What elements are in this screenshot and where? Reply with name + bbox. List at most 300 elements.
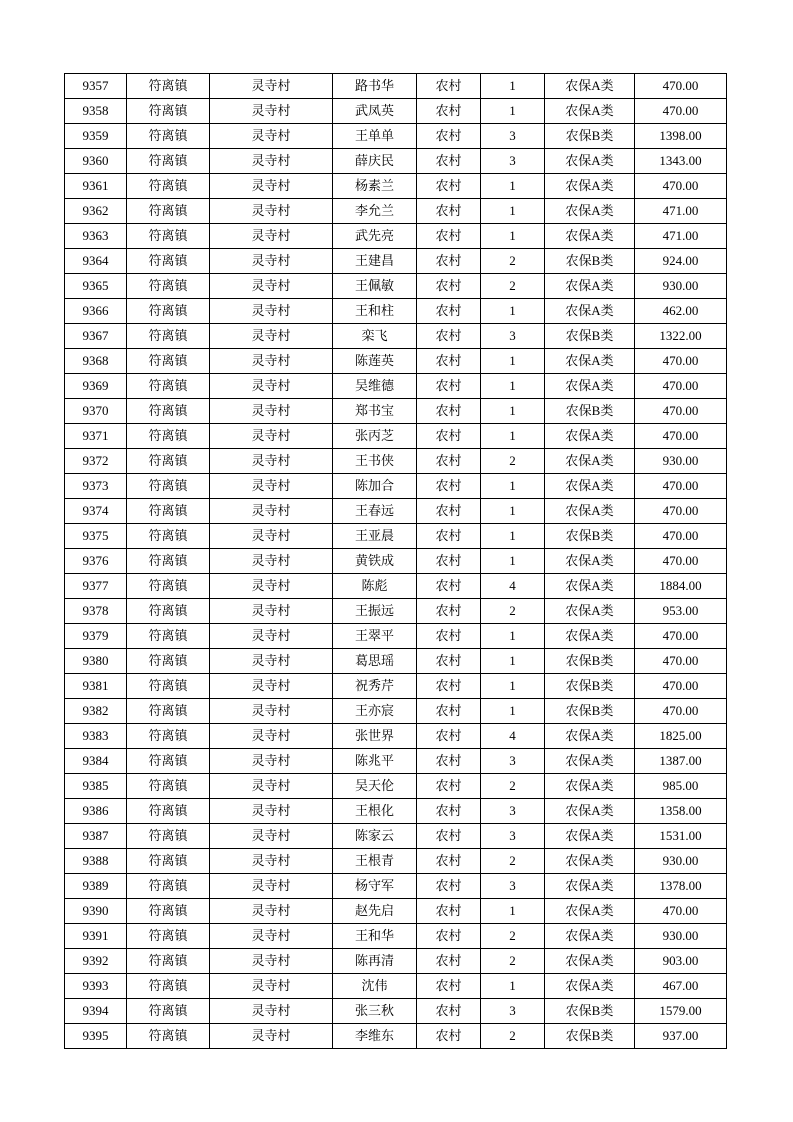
table-row: [65, 599, 727, 624]
table-row: [65, 424, 727, 449]
cell-person-count: 1: [481, 549, 545, 574]
cell-village: 灵寺村: [210, 299, 333, 324]
cell-insurance-category: 农保B类: [545, 399, 635, 424]
cell-serial-number: 9381: [65, 674, 127, 699]
table-row: [65, 99, 727, 124]
cell-household-type: 农村: [417, 574, 481, 599]
cell-person-name: 王振远: [333, 599, 417, 624]
cell-person-count: 2: [481, 1024, 545, 1049]
cell-person-name: 黄铁成: [333, 549, 417, 574]
cell-household-type: 农村: [417, 249, 481, 274]
records-table: [64, 73, 727, 1049]
cell-town: 符离镇: [127, 774, 210, 799]
cell-amount: 930.00: [635, 924, 727, 949]
cell-town: 符离镇: [127, 324, 210, 349]
cell-town: 符离镇: [127, 424, 210, 449]
cell-insurance-category: 农保A类: [545, 624, 635, 649]
cell-town: 符离镇: [127, 749, 210, 774]
cell-serial-number: 9393: [65, 974, 127, 999]
cell-person-name: 吴维德: [333, 374, 417, 399]
cell-insurance-category: 农保A类: [545, 299, 635, 324]
cell-household-type: 农村: [417, 799, 481, 824]
cell-insurance-category: 农保A类: [545, 74, 635, 99]
cell-serial-number: 9379: [65, 624, 127, 649]
cell-person-count: 1: [481, 199, 545, 224]
cell-household-type: 农村: [417, 299, 481, 324]
cell-village: 灵寺村: [210, 199, 333, 224]
cell-person-name: 王根青: [333, 849, 417, 874]
cell-person-name: 王春远: [333, 499, 417, 524]
cell-amount: 985.00: [635, 774, 727, 799]
cell-household-type: 农村: [417, 199, 481, 224]
cell-village: 灵寺村: [210, 349, 333, 374]
cell-village: 灵寺村: [210, 774, 333, 799]
cell-serial-number: 9392: [65, 949, 127, 974]
cell-amount: 924.00: [635, 249, 727, 274]
cell-serial-number: 9372: [65, 449, 127, 474]
cell-person-name: 陈再清: [333, 949, 417, 974]
cell-person-count: 3: [481, 799, 545, 824]
table-row: [65, 974, 727, 999]
cell-town: 符离镇: [127, 374, 210, 399]
cell-household-type: 农村: [417, 99, 481, 124]
cell-amount: 470.00: [635, 424, 727, 449]
cell-village: 灵寺村: [210, 149, 333, 174]
table-row: [65, 949, 727, 974]
cell-person-count: 1: [481, 174, 545, 199]
cell-serial-number: 9388: [65, 849, 127, 874]
cell-person-count: 1: [481, 399, 545, 424]
cell-village: 灵寺村: [210, 374, 333, 399]
cell-household-type: 农村: [417, 674, 481, 699]
cell-person-count: 1: [481, 424, 545, 449]
table-row: [65, 549, 727, 574]
cell-household-type: 农村: [417, 499, 481, 524]
table-row: [65, 274, 727, 299]
cell-person-count: 3: [481, 824, 545, 849]
cell-town: 符离镇: [127, 149, 210, 174]
cell-person-count: 4: [481, 574, 545, 599]
cell-household-type: 农村: [417, 374, 481, 399]
cell-household-type: 农村: [417, 724, 481, 749]
cell-insurance-category: 农保A类: [545, 899, 635, 924]
cell-town: 符离镇: [127, 924, 210, 949]
cell-person-count: 1: [481, 499, 545, 524]
cell-amount: 930.00: [635, 274, 727, 299]
cell-person-count: 1: [481, 299, 545, 324]
cell-town: 符离镇: [127, 899, 210, 924]
cell-person-name: 张丙芝: [333, 424, 417, 449]
cell-insurance-category: 农保A类: [545, 849, 635, 874]
cell-amount: 470.00: [635, 899, 727, 924]
cell-town: 符离镇: [127, 724, 210, 749]
cell-village: 灵寺村: [210, 1024, 333, 1049]
cell-person-count: 3: [481, 324, 545, 349]
cell-household-type: 农村: [417, 124, 481, 149]
cell-household-type: 农村: [417, 449, 481, 474]
cell-amount: 903.00: [635, 949, 727, 974]
cell-person-count: 1: [481, 99, 545, 124]
cell-person-name: 路书华: [333, 74, 417, 99]
cell-household-type: 农村: [417, 899, 481, 924]
cell-insurance-category: 农保B类: [545, 699, 635, 724]
cell-amount: 470.00: [635, 99, 727, 124]
cell-serial-number: 9386: [65, 799, 127, 824]
table-row: [65, 349, 727, 374]
cell-village: 灵寺村: [210, 399, 333, 424]
cell-village: 灵寺村: [210, 974, 333, 999]
cell-serial-number: 9387: [65, 824, 127, 849]
cell-person-name: 吴天伦: [333, 774, 417, 799]
cell-household-type: 农村: [417, 224, 481, 249]
cell-person-count: 3: [481, 999, 545, 1024]
cell-amount: 1579.00: [635, 999, 727, 1024]
cell-person-name: 张三秋: [333, 999, 417, 1024]
cell-amount: 1884.00: [635, 574, 727, 599]
cell-serial-number: 9373: [65, 474, 127, 499]
cell-person-count: 2: [481, 249, 545, 274]
cell-person-name: 李维东: [333, 1024, 417, 1049]
cell-serial-number: 9384: [65, 749, 127, 774]
cell-household-type: 农村: [417, 999, 481, 1024]
cell-town: 符离镇: [127, 474, 210, 499]
cell-serial-number: 9371: [65, 424, 127, 449]
cell-serial-number: 9363: [65, 224, 127, 249]
cell-amount: 470.00: [635, 74, 727, 99]
cell-person-count: 2: [481, 949, 545, 974]
cell-town: 符离镇: [127, 624, 210, 649]
cell-insurance-category: 农保A类: [545, 449, 635, 474]
cell-insurance-category: 农保A类: [545, 599, 635, 624]
cell-person-name: 陈兆平: [333, 749, 417, 774]
cell-amount: 470.00: [635, 524, 727, 549]
cell-person-name: 武先亮: [333, 224, 417, 249]
cell-amount: 930.00: [635, 849, 727, 874]
cell-person-name: 张世界: [333, 724, 417, 749]
table-row: [65, 774, 727, 799]
cell-serial-number: 9390: [65, 899, 127, 924]
cell-town: 符离镇: [127, 799, 210, 824]
cell-village: 灵寺村: [210, 74, 333, 99]
cell-insurance-category: 农保A类: [545, 974, 635, 999]
cell-insurance-category: 农保A类: [545, 424, 635, 449]
cell-insurance-category: 农保A类: [545, 949, 635, 974]
cell-insurance-category: 农保A类: [545, 824, 635, 849]
cell-village: 灵寺村: [210, 874, 333, 899]
cell-village: 灵寺村: [210, 624, 333, 649]
cell-town: 符离镇: [127, 549, 210, 574]
cell-amount: 1358.00: [635, 799, 727, 824]
cell-person-name: 赵先启: [333, 899, 417, 924]
cell-person-name: 葛思瑶: [333, 649, 417, 674]
cell-town: 符离镇: [127, 849, 210, 874]
cell-person-name: 沈伟: [333, 974, 417, 999]
table-row: [65, 374, 727, 399]
cell-person-name: 祝秀芹: [333, 674, 417, 699]
cell-amount: 470.00: [635, 474, 727, 499]
cell-village: 灵寺村: [210, 849, 333, 874]
cell-person-name: 武凤英: [333, 99, 417, 124]
cell-amount: 470.00: [635, 349, 727, 374]
cell-serial-number: 9366: [65, 299, 127, 324]
cell-household-type: 农村: [417, 924, 481, 949]
table-row: [65, 699, 727, 724]
table-row: [65, 149, 727, 174]
cell-amount: 470.00: [635, 624, 727, 649]
cell-person-count: 1: [481, 624, 545, 649]
cell-serial-number: 9378: [65, 599, 127, 624]
cell-insurance-category: 农保B类: [545, 249, 635, 274]
cell-town: 符离镇: [127, 674, 210, 699]
cell-person-name: 王单单: [333, 124, 417, 149]
cell-town: 符离镇: [127, 499, 210, 524]
cell-insurance-category: 农保A类: [545, 799, 635, 824]
cell-person-count: 1: [481, 674, 545, 699]
cell-person-count: 1: [481, 649, 545, 674]
table-row: [65, 874, 727, 899]
cell-insurance-category: 农保B类: [545, 324, 635, 349]
cell-person-count: 3: [481, 124, 545, 149]
cell-person-name: 王亦宸: [333, 699, 417, 724]
cell-serial-number: 9383: [65, 724, 127, 749]
records-table-body: [65, 74, 727, 1049]
cell-insurance-category: 农保B类: [545, 674, 635, 699]
cell-insurance-category: 农保A类: [545, 924, 635, 949]
table-row: [65, 724, 727, 749]
cell-household-type: 农村: [417, 949, 481, 974]
cell-town: 符离镇: [127, 99, 210, 124]
table-row: [65, 524, 727, 549]
table-row: [65, 399, 727, 424]
cell-amount: 470.00: [635, 699, 727, 724]
cell-person-count: 2: [481, 599, 545, 624]
table-row: [65, 174, 727, 199]
cell-person-count: 2: [481, 924, 545, 949]
cell-town: 符离镇: [127, 124, 210, 149]
cell-serial-number: 9385: [65, 774, 127, 799]
cell-person-name: 王翠平: [333, 624, 417, 649]
table-row: [65, 324, 727, 349]
cell-town: 符离镇: [127, 1024, 210, 1049]
cell-serial-number: 9364: [65, 249, 127, 274]
cell-serial-number: 9360: [65, 149, 127, 174]
cell-serial-number: 9389: [65, 874, 127, 899]
cell-household-type: 农村: [417, 849, 481, 874]
cell-serial-number: 9358: [65, 99, 127, 124]
table-row: [65, 199, 727, 224]
table-row: [65, 249, 727, 274]
cell-village: 灵寺村: [210, 449, 333, 474]
cell-amount: 470.00: [635, 499, 727, 524]
cell-amount: 1825.00: [635, 724, 727, 749]
cell-household-type: 农村: [417, 349, 481, 374]
cell-town: 符离镇: [127, 974, 210, 999]
cell-household-type: 农村: [417, 474, 481, 499]
cell-serial-number: 9376: [65, 549, 127, 574]
cell-household-type: 农村: [417, 874, 481, 899]
cell-person-count: 1: [481, 974, 545, 999]
cell-insurance-category: 农保B类: [545, 999, 635, 1024]
cell-household-type: 农村: [417, 599, 481, 624]
cell-serial-number: 9391: [65, 924, 127, 949]
cell-village: 灵寺村: [210, 749, 333, 774]
cell-amount: 937.00: [635, 1024, 727, 1049]
cell-amount: 470.00: [635, 174, 727, 199]
table-row: [65, 849, 727, 874]
cell-village: 灵寺村: [210, 574, 333, 599]
cell-amount: 470.00: [635, 674, 727, 699]
cell-person-name: 陈加合: [333, 474, 417, 499]
cell-village: 灵寺村: [210, 599, 333, 624]
cell-village: 灵寺村: [210, 224, 333, 249]
cell-person-name: 王建昌: [333, 249, 417, 274]
cell-person-name: 王书侠: [333, 449, 417, 474]
cell-serial-number: 9365: [65, 274, 127, 299]
cell-serial-number: 9395: [65, 1024, 127, 1049]
table-row: [65, 474, 727, 499]
cell-town: 符离镇: [127, 699, 210, 724]
cell-village: 灵寺村: [210, 99, 333, 124]
cell-person-name: 陈莲英: [333, 349, 417, 374]
cell-village: 灵寺村: [210, 324, 333, 349]
cell-person-name: 王和柱: [333, 299, 417, 324]
cell-person-name: 王佩敏: [333, 274, 417, 299]
cell-person-count: 1: [481, 374, 545, 399]
cell-amount: 470.00: [635, 399, 727, 424]
cell-serial-number: 9374: [65, 499, 127, 524]
table-row: [65, 224, 727, 249]
cell-person-count: 1: [481, 74, 545, 99]
cell-amount: 471.00: [635, 224, 727, 249]
table-row: [65, 624, 727, 649]
cell-town: 符离镇: [127, 274, 210, 299]
cell-insurance-category: 农保B类: [545, 124, 635, 149]
table-row: [65, 449, 727, 474]
cell-person-count: 1: [481, 699, 545, 724]
cell-amount: 1387.00: [635, 749, 727, 774]
cell-insurance-category: 农保B类: [545, 524, 635, 549]
cell-person-name: 郑书宝: [333, 399, 417, 424]
cell-town: 符离镇: [127, 599, 210, 624]
cell-village: 灵寺村: [210, 724, 333, 749]
cell-person-count: 3: [481, 149, 545, 174]
cell-serial-number: 9357: [65, 74, 127, 99]
cell-insurance-category: 农保A类: [545, 474, 635, 499]
cell-village: 灵寺村: [210, 249, 333, 274]
cell-household-type: 农村: [417, 149, 481, 174]
cell-village: 灵寺村: [210, 474, 333, 499]
cell-village: 灵寺村: [210, 799, 333, 824]
cell-person-count: 2: [481, 849, 545, 874]
table-row: [65, 824, 727, 849]
cell-person-name: 陈家云: [333, 824, 417, 849]
cell-serial-number: 9368: [65, 349, 127, 374]
cell-person-count: 2: [481, 774, 545, 799]
cell-insurance-category: 农保A类: [545, 499, 635, 524]
cell-amount: 930.00: [635, 449, 727, 474]
cell-town: 符离镇: [127, 224, 210, 249]
table-row: [65, 799, 727, 824]
cell-household-type: 农村: [417, 324, 481, 349]
cell-household-type: 农村: [417, 524, 481, 549]
cell-amount: 1343.00: [635, 149, 727, 174]
cell-person-count: 4: [481, 724, 545, 749]
cell-person-count: 3: [481, 874, 545, 899]
cell-insurance-category: 农保A类: [545, 149, 635, 174]
cell-person-count: 1: [481, 524, 545, 549]
cell-village: 灵寺村: [210, 674, 333, 699]
cell-household-type: 农村: [417, 824, 481, 849]
cell-amount: 1531.00: [635, 824, 727, 849]
cell-person-name: 杨守军: [333, 874, 417, 899]
cell-town: 符离镇: [127, 874, 210, 899]
cell-amount: 1398.00: [635, 124, 727, 149]
cell-insurance-category: 农保A类: [545, 374, 635, 399]
cell-household-type: 农村: [417, 424, 481, 449]
cell-serial-number: 9380: [65, 649, 127, 674]
table-row: [65, 299, 727, 324]
cell-insurance-category: 农保A类: [545, 349, 635, 374]
cell-household-type: 农村: [417, 624, 481, 649]
table-row: [65, 924, 727, 949]
table-row: [65, 124, 727, 149]
cell-person-name: 王亚晨: [333, 524, 417, 549]
cell-amount: 470.00: [635, 374, 727, 399]
cell-town: 符离镇: [127, 299, 210, 324]
cell-amount: 467.00: [635, 974, 727, 999]
cell-town: 符离镇: [127, 524, 210, 549]
cell-amount: 470.00: [635, 549, 727, 574]
cell-town: 符离镇: [127, 249, 210, 274]
cell-town: 符离镇: [127, 349, 210, 374]
cell-person-name: 王根化: [333, 799, 417, 824]
cell-town: 符离镇: [127, 449, 210, 474]
cell-serial-number: 9370: [65, 399, 127, 424]
cell-insurance-category: 农保A类: [545, 874, 635, 899]
cell-amount: 1322.00: [635, 324, 727, 349]
cell-town: 符离镇: [127, 399, 210, 424]
cell-person-name: 薛庆民: [333, 149, 417, 174]
cell-town: 符离镇: [127, 649, 210, 674]
cell-household-type: 农村: [417, 699, 481, 724]
cell-village: 灵寺村: [210, 899, 333, 924]
cell-town: 符离镇: [127, 574, 210, 599]
cell-household-type: 农村: [417, 74, 481, 99]
cell-insurance-category: 农保A类: [545, 224, 635, 249]
table-row: [65, 899, 727, 924]
cell-serial-number: 9361: [65, 174, 127, 199]
cell-household-type: 农村: [417, 1024, 481, 1049]
cell-household-type: 农村: [417, 174, 481, 199]
cell-village: 灵寺村: [210, 524, 333, 549]
cell-person-count: 3: [481, 749, 545, 774]
cell-insurance-category: 农保A类: [545, 724, 635, 749]
cell-person-count: 1: [481, 349, 545, 374]
cell-village: 灵寺村: [210, 824, 333, 849]
cell-person-count: 1: [481, 224, 545, 249]
table-row: [65, 649, 727, 674]
cell-household-type: 农村: [417, 774, 481, 799]
cell-village: 灵寺村: [210, 124, 333, 149]
cell-serial-number: 9369: [65, 374, 127, 399]
cell-serial-number: 9377: [65, 574, 127, 599]
cell-town: 符离镇: [127, 74, 210, 99]
cell-amount: 953.00: [635, 599, 727, 624]
table-row: [65, 499, 727, 524]
table-row: [65, 999, 727, 1024]
cell-amount: 471.00: [635, 199, 727, 224]
table-row: [65, 674, 727, 699]
